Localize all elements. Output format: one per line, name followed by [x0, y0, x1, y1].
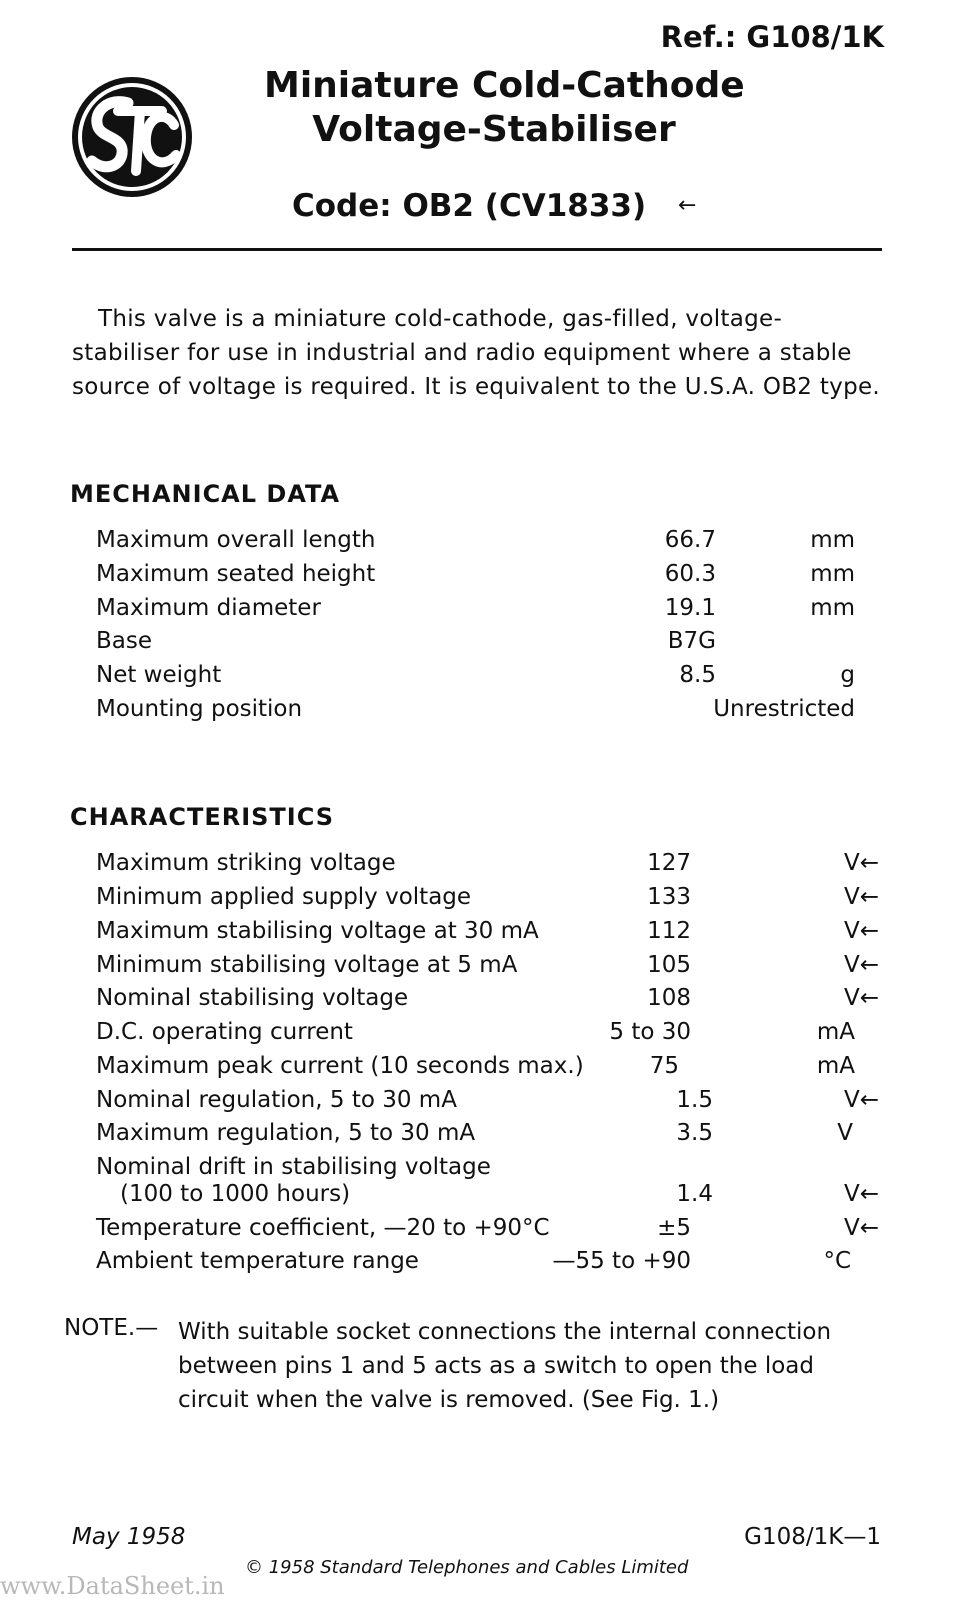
characteristics-row — [0, 1181, 959, 1215]
reference-number: Ref.: G108/1K — [660, 20, 884, 54]
row-label: Temperature coefficient, —20 to +90°C — [96, 1215, 550, 1241]
row-label: Minimum applied supply voltage — [96, 884, 472, 910]
characteristics-row — [0, 918, 959, 952]
row-unit: V — [837, 1120, 853, 1146]
row-value: 108 — [647, 985, 691, 1011]
row-value: 112 — [647, 918, 691, 944]
row-value: 3.5 — [676, 1120, 713, 1146]
row-label: Base — [96, 628, 153, 654]
row-label: Maximum regulation, 5 to 30 mA — [96, 1120, 476, 1146]
row-value: ±5 — [657, 1215, 691, 1241]
watermark: www.DataSheet.in — [0, 1572, 225, 1600]
row-value: 60.3 — [664, 561, 716, 587]
stc-logo — [70, 75, 194, 199]
row-value: 1.5 — [676, 1087, 713, 1113]
row-label: Maximum peak current (10 seconds max.) — [96, 1053, 584, 1079]
row-value: B7G — [667, 628, 716, 654]
row-label: Minimum stabilising voltage at 5 mA — [96, 952, 518, 978]
row-label: Ambient temperature range — [96, 1248, 419, 1274]
characteristics-row — [0, 1248, 959, 1282]
row-label: Maximum diameter — [96, 595, 321, 621]
row-unit: V← — [843, 1181, 879, 1207]
copyright-notice: © 1958 Standard Telephones and Cables Limited — [245, 1557, 689, 1578]
row-value: —55 to +90 — [552, 1248, 691, 1274]
row-unit: mm — [810, 561, 855, 587]
valve-code: Code: OB2 (CV1833) — [292, 188, 647, 224]
row-label: Nominal drift in stabilising voltage — [96, 1154, 491, 1180]
row-unit: mm — [810, 527, 855, 553]
issue-date: May 1958 — [72, 1524, 186, 1550]
row-unit: mA — [816, 1053, 855, 1079]
characteristics-row — [0, 1120, 959, 1154]
row-unit: mA — [816, 1019, 855, 1045]
mechanical-row — [0, 561, 959, 595]
characteristics-row — [0, 952, 959, 986]
mechanical-row — [0, 595, 959, 629]
intro-text: This valve is a miniature cold-cathode, gas-filled, voltage-stabiliser for use in industrial and radio equipment where a stable source of voltage is required. It is equivalent to the U.S.A. OB2 type. — [72, 306, 881, 400]
intro-paragraph — [72, 302, 884, 404]
row-label: Maximum overall length — [96, 527, 376, 553]
row-unit: V← — [843, 1087, 879, 1113]
row-unit: V← — [843, 884, 879, 910]
row-unit: Unrestricted — [713, 696, 855, 722]
note-text — [178, 1315, 888, 1417]
row-value: 105 — [647, 952, 691, 978]
row-label: Nominal regulation, 5 to 30 mA — [96, 1087, 457, 1113]
characteristics-row — [0, 1087, 959, 1121]
row-value: 5 to 30 — [609, 1019, 691, 1045]
mechanical-row — [0, 696, 959, 730]
row-unit: mm — [810, 595, 855, 621]
row-label: (100 to 1000 hours) — [120, 1181, 351, 1207]
row-unit: V← — [843, 850, 879, 876]
row-label: Net weight — [96, 662, 222, 688]
page-reference: G108/1K—1 — [744, 1524, 881, 1550]
characteristics-row — [0, 1019, 959, 1053]
row-unit: V← — [843, 918, 879, 944]
characteristics-row — [0, 985, 959, 1019]
row-value: 75 — [649, 1053, 679, 1079]
characteristics-heading: CHARACTERISTICS — [70, 803, 335, 831]
row-value: 19.1 — [664, 595, 716, 621]
row-label: D.C. operating current — [96, 1019, 353, 1045]
characteristics-row — [0, 1215, 959, 1249]
row-unit: V← — [843, 952, 879, 978]
mechanical-row — [0, 662, 959, 696]
row-value: 66.7 — [664, 527, 716, 553]
note-label: NOTE.— — [64, 1315, 159, 1341]
row-unit: V← — [843, 985, 879, 1011]
characteristics-row — [0, 884, 959, 918]
row-unit: V← — [843, 1215, 879, 1241]
characteristics-row — [0, 1053, 959, 1087]
header-divider — [72, 248, 882, 251]
note-body: With suitable socket connections the internal connection between pins 1 and 5 acts as a switch to open the load circuit when the valve is removed. (See Fig. 1.) — [178, 1319, 832, 1413]
characteristics-row — [0, 850, 959, 884]
row-value: 8.5 — [679, 662, 716, 688]
row-label: Nominal stabilising voltage — [96, 985, 409, 1011]
row-label: Maximum seated height — [96, 561, 376, 587]
row-value: 127 — [647, 850, 691, 876]
document-title — [264, 64, 745, 152]
row-unit: g — [840, 662, 855, 688]
row-label: Maximum stabilising voltage at 30 mA — [96, 918, 539, 944]
title-line-2: Voltage-Stabiliser — [312, 109, 676, 150]
code-arrow-mark: ← — [678, 193, 697, 218]
row-unit: °C — [823, 1248, 851, 1274]
mechanical-data-heading: MECHANICAL DATA — [70, 480, 341, 508]
row-value: 133 — [647, 884, 691, 910]
row-value: 1.4 — [676, 1181, 713, 1207]
mechanical-row — [0, 527, 959, 561]
title-line-1: Miniature Cold-Cathode — [264, 65, 745, 106]
row-label: Maximum striking voltage — [96, 850, 396, 876]
row-label: Mounting position — [96, 696, 303, 722]
mechanical-row — [0, 628, 959, 662]
